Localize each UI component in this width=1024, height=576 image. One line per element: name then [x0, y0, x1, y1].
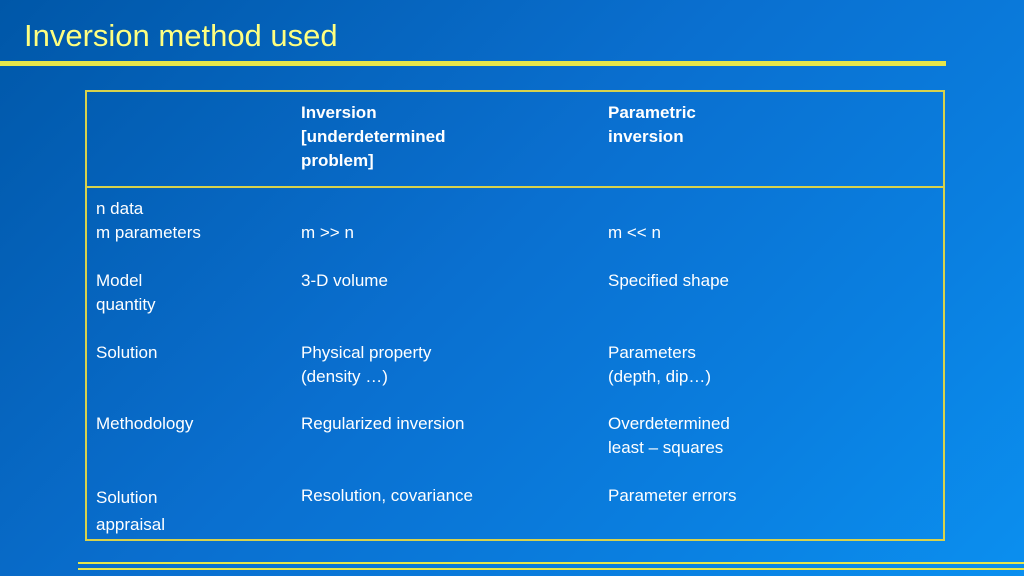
row-label-solution: Solution [96, 343, 158, 362]
row-inversion-data-parameters: m >> n [301, 223, 354, 242]
table-header-inversion: Inversion [underdetermined problem] [301, 103, 446, 170]
footer-line-bottom [78, 568, 1024, 570]
row-parametric-solution: Parameters (depth, dip…) [608, 343, 711, 386]
row-label-data-parameters: n data m parameters [96, 199, 201, 242]
title-underline [0, 61, 946, 66]
comparison-table [85, 90, 945, 541]
row-inversion-appraisal: Resolution, covariance [301, 486, 473, 505]
row-parametric-appraisal: Parameter errors [608, 486, 737, 505]
row-label-appraisal: Solution appraisal [96, 488, 165, 534]
row-parametric-model: Specified shape [608, 271, 729, 290]
row-parametric-methodology: Overdetermined least – squares [608, 414, 730, 457]
row-inversion-solution: Physical property (density …) [301, 343, 432, 386]
footer-line-top [78, 562, 1024, 564]
row-inversion-model: 3-D volume [301, 271, 388, 290]
slide-title: Inversion method used [24, 18, 338, 53]
table-header-parametric: Parametric inversion [608, 103, 696, 146]
row-inversion-methodology: Regularized inversion [301, 414, 465, 433]
row-parametric-data-parameters: m << n [608, 223, 661, 242]
row-label-methodology: Methodology [96, 414, 194, 433]
header-divider [87, 186, 943, 188]
row-label-model: Model quantity [96, 271, 156, 314]
